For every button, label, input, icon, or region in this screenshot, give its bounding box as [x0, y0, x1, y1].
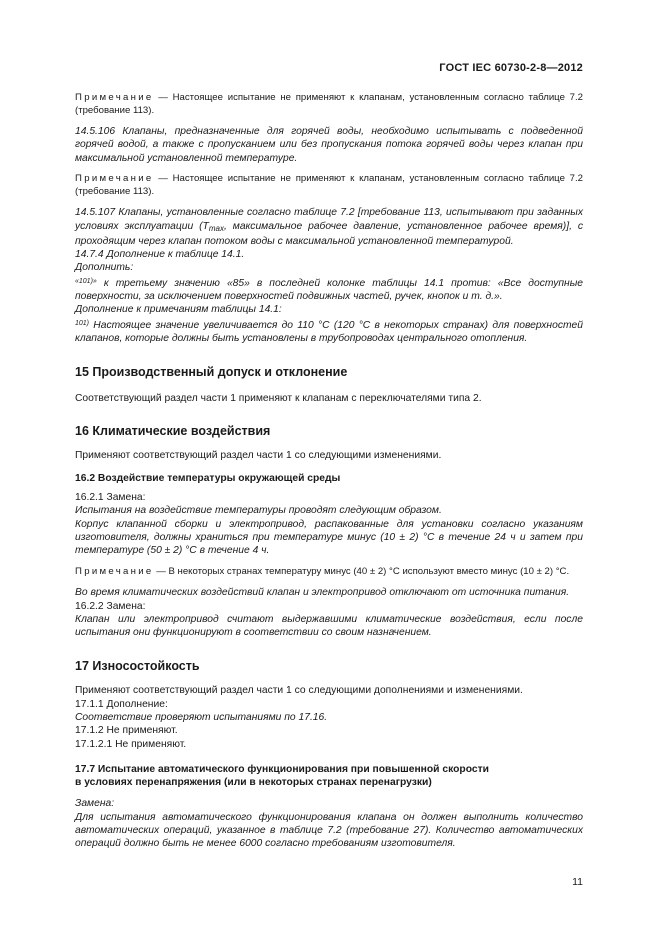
footnote-101-text: к третьему значению «85» в последней колонке таблицы 14.1 против: «Все доступные поверхности, за исключением поверхностей подвижных частей, ручек, кнопок и т. д.».	[75, 277, 583, 303]
footnote-101b-text: Настоящее значение увеличивается до 110 °С (120 °С в некоторых странах) для поверхностей клапанов, которые должны быть установлены в трубопроводах центрального отопления.	[75, 319, 583, 344]
clause-17-1-2: 17.1.2 Не применяют.	[75, 725, 178, 737]
heading-17: 17 Износостойкость	[75, 659, 200, 674]
note-dash: —	[158, 173, 168, 185]
heading-16-2: 16.2 Воздействие температуры окружающей среды	[75, 472, 341, 484]
notes-addition: Дополнение к примечаниям таблицы 14.1:	[75, 304, 282, 316]
clause-17-1-1-a: Соответствие проверяют испытаниями по 17.16.	[75, 711, 328, 723]
clause-16-2-1	[75, 491, 583, 504]
note-1-text: Настоящее испытание не применяют к клапанам, установленным согласно таблице 7.2 (требование 113).	[75, 92, 583, 116]
footnote-mark: «101)»	[75, 277, 97, 285]
clause-16-2-1-b: Корпус клапанной сборки и электропривод, распакованные для установки согласно указаниям изготовителя, должны храниться при температуре минус (10 ± 2) °С в течение 24 ч и затем при температуре (50 ± 2) °С в течение 4 ч.	[75, 518, 583, 557]
heading-17-7-line-1: 17.7 Испытание автоматического функционирования при повышенной скорости	[75, 763, 489, 775]
footnote-101-value	[75, 317, 583, 346]
heading-17-7-line-2: в условиях перенапряжения (или в некоторых странах перенагрузки)	[75, 777, 432, 789]
clause-17-1-1: 17.1.1 Дополнение:	[75, 698, 168, 710]
note-label: Примечание	[75, 565, 154, 577]
clause-14-5-107-part-b: , максимальное рабочее давление, установленное рабочее время)], с проходящим через клапан потоком воды с максимальной установленной температурой.	[75, 220, 584, 247]
clause-17-7-replacement: Замена:	[75, 798, 115, 810]
heading-16: 16 Климатические воздействия	[75, 423, 271, 438]
section-16-text: Применяют соответствующий раздел части 1 со следующими изменениями.	[75, 449, 442, 461]
page-number: 11	[572, 876, 583, 888]
clause-16-2-1-c: Во время климатических воздействий клапан и электропривод отключают от источника питания.	[75, 587, 570, 599]
heading-15: 15 Производственный допуск и отклонение	[75, 365, 348, 380]
add-label: Дополнить:	[75, 262, 134, 274]
note-dash: —	[158, 92, 168, 103]
clause-16-2-2-a: Клапан или электропривод считают выдержавшими климатические воздействия, если после испытания они функционируют в соответствии со своим назначением.	[75, 613, 583, 639]
clause-14-5-107-part-a: 14.5.107 Клапаны, установленные согласно таблице 7.2 [требование 113, испытывают при заданных условиях эксплуатации (T	[75, 207, 583, 232]
footnote-101-add	[75, 275, 583, 304]
t-max-subscript: max	[208, 223, 224, 233]
note-2	[75, 173, 583, 198]
note-3	[75, 566, 583, 579]
clause-16-2-2: 16.2.2 Замена:	[75, 600, 146, 612]
note-dash: —	[156, 565, 166, 577]
clause-14-5-107	[75, 206, 583, 248]
note-label: Примечание	[75, 173, 154, 185]
document-code: ГОСТ IEC 60730-2-8—2012	[439, 62, 583, 74]
note-label: Примечание	[75, 92, 154, 103]
clause-17-1-2-1: 17.1.2.1 Не применяют.	[75, 738, 187, 750]
clause-16-2-1-label: 16.2.1 Замена:	[75, 492, 146, 504]
note-3-text: В некоторых странах температуру минус (40 ± 2) °С используют вместо минус (10 ± 2) °С.	[168, 565, 570, 577]
page-body	[75, 92, 583, 851]
note-2-text: Настоящее испытание не применяют к клапанам, установленным согласно таблице 7.2 (требование 113).	[75, 173, 583, 197]
section-15-text: Соответствующий раздел части 1 применяют к клапанам с переключателями типа 2.	[75, 393, 482, 405]
clause-17-7-text: Для испытания автоматического функционирования клапана он должен выполнить количество автоматических операций, указанное в таблице 7.2 (требование 27). Количество автоматических операций должно быть не менее 6000 согласно требованиям изготовителя.	[75, 811, 583, 850]
clause-14-5-106: 14.5.106 Клапаны, предназначенные для горячей воды, необходимо испытывать с подведенной горячей водой, а также с пропусканием или без пропускания потока горячей воды через клапан при максимальной установленной температуре.	[75, 126, 583, 164]
clause-14-7-4: 14.7.4 Дополнение к таблице 14.1.	[75, 249, 245, 261]
footnote-mark: 101)	[75, 319, 90, 327]
section-17-text: Применяют соответствующий раздел части 1 со следующими дополнениями и изменениями.	[75, 685, 523, 697]
note-1	[75, 92, 583, 117]
clause-16-2-1-a: Испытания на воздействие температуры проводят следующим образом.	[75, 505, 442, 517]
